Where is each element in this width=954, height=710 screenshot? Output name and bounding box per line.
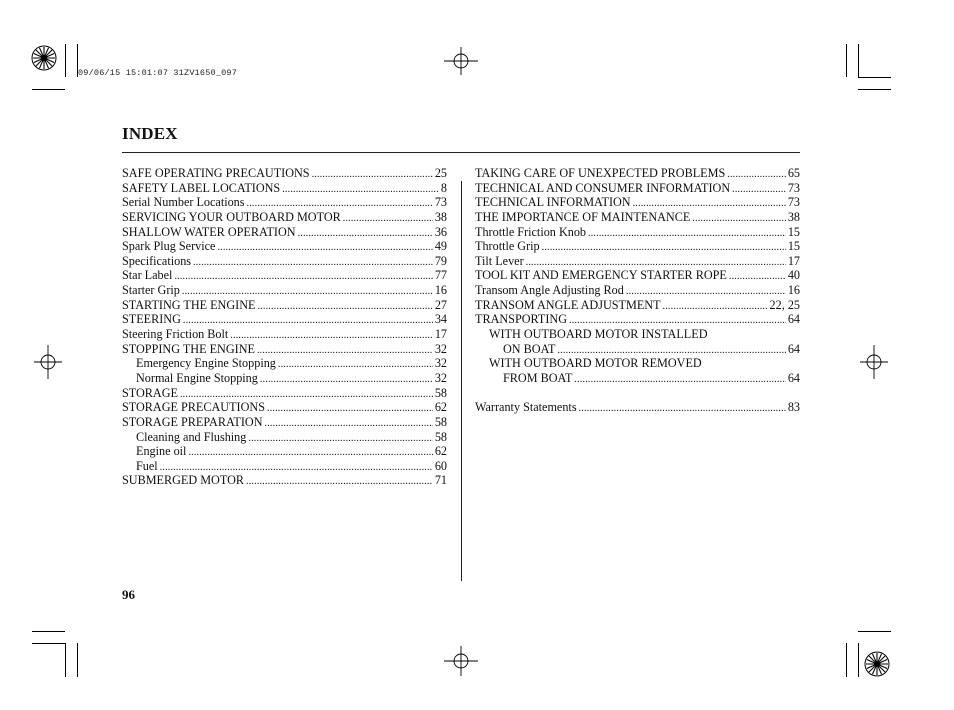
index-entry[interactable]: Throttle Friction Knob ..... 15 <box>475 225 800 240</box>
index-subentry[interactable]: Emergency Engine Stopping ..... 32 <box>122 356 447 371</box>
page-title: INDEX <box>122 124 178 143</box>
index-entry[interactable]: Star Label ..... 77 <box>122 268 447 283</box>
column-divider <box>461 181 462 581</box>
index-subentry[interactable]: Normal Engine Stopping ..... 32 <box>122 371 447 386</box>
index-entry[interactable]: TECHNICAL INFORMATION ..... 73 <box>475 195 800 210</box>
index-column-left <box>122 166 447 488</box>
index-subentry: WITH OUTBOARD MOTOR INSTALLED <box>489 327 708 342</box>
index-entry[interactable]: TOOL KIT AND EMERGENCY STARTER ROPE ..... 40 <box>475 268 800 283</box>
crosshair-icon <box>444 47 478 75</box>
index-entry[interactable]: Warranty Statements ..... 83 <box>475 400 800 415</box>
index-entry[interactable]: STOPPING THE ENGINE ..... 32 <box>122 342 447 357</box>
index-spacer <box>475 386 800 401</box>
index-entry[interactable]: SERVICING YOUR OUTBOARD MOTOR ..... 38 <box>122 210 447 225</box>
index-entry[interactable]: TECHNICAL AND CONSUMER INFORMATION ..... 73 <box>475 181 800 196</box>
index-entry[interactable]: Starter Grip ..... 16 <box>122 283 447 298</box>
index-entry[interactable]: Throttle Grip ..... 15 <box>475 239 800 254</box>
registration-burst-icon <box>30 44 58 72</box>
index-entry[interactable]: STARTING THE ENGINE ..... 27 <box>122 298 447 313</box>
index-entry[interactable]: TRANSPORTING ..... 64 <box>475 312 800 327</box>
index-entry[interactable]: STORAGE PRECAUTIONS ..... 62 <box>122 400 447 415</box>
index-subentry[interactable]: FROM BOAT ..... 64 <box>475 371 800 386</box>
index-entry[interactable]: Spark Plug Service ..... 49 <box>122 239 447 254</box>
index-entry[interactable]: STORAGE ..... 58 <box>122 386 447 401</box>
title-rule <box>122 152 800 153</box>
index-entry[interactable]: Transom Angle Adjusting Rod ..... 16 <box>475 283 800 298</box>
crosshair-icon <box>860 345 888 379</box>
index-entry[interactable]: THE IMPORTANCE OF MAINTENANCE ..... 38 <box>475 210 800 225</box>
crosshair-icon <box>34 345 62 379</box>
index-entry[interactable]: STORAGE PREPARATION ..... 58 <box>122 415 447 430</box>
index-subentry[interactable]: Fuel ..... 60 <box>122 459 447 474</box>
index-entry[interactable]: Tilt Lever ..... 17 <box>475 254 800 269</box>
index-subentry[interactable]: Engine oil ..... 62 <box>122 444 447 459</box>
index-subentry: WITH OUTBOARD MOTOR REMOVED <box>489 356 702 371</box>
crosshair-icon <box>444 646 478 676</box>
index-subentry[interactable]: Cleaning and Flushing ..... 58 <box>122 430 447 445</box>
page-number: 96 <box>122 587 135 602</box>
index-entry[interactable]: Steering Friction Bolt ..... 17 <box>122 327 447 342</box>
index-entry[interactable]: STEERING ..... 34 <box>122 312 447 327</box>
index-entry[interactable]: Serial Number Locations ..... 73 <box>122 195 447 210</box>
index-entry[interactable]: SHALLOW WATER OPERATION ..... 36 <box>122 225 447 240</box>
index-entry[interactable]: SAFETY LABEL LOCATIONS ..... 8 <box>122 181 447 196</box>
index-entry[interactable]: SAFE OPERATING PRECAUTIONS ..... 25 <box>122 166 447 181</box>
print-timestamp: 09/06/15 15:01:07 31ZV1650_097 <box>78 68 238 78</box>
index-entry[interactable]: TAKING CARE OF UNEXPECTED PROBLEMS ..... 65 <box>475 166 800 181</box>
index-column-right <box>475 166 800 415</box>
index-entry[interactable]: Specifications ..... 79 <box>122 254 447 269</box>
index-entry[interactable]: SUBMERGED MOTOR ..... 71 <box>122 473 447 488</box>
index-entry[interactable]: TRANSOM ANGLE ADJUSTMENT ..... 22, 25 <box>475 298 800 313</box>
index-subentry[interactable]: ON BOAT ..... 64 <box>475 342 800 357</box>
registration-burst-icon <box>863 650 891 678</box>
